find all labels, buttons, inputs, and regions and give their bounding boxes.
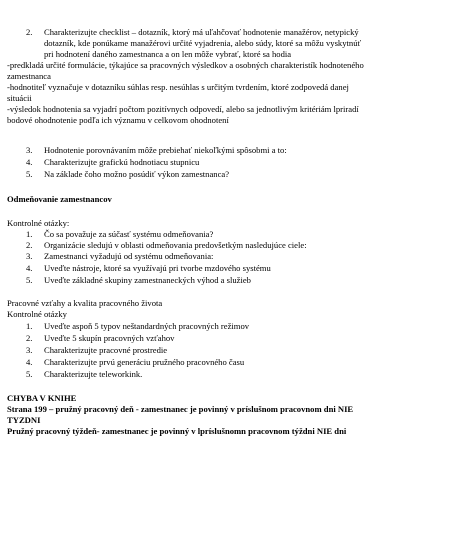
- list-b-item-text: Čo sa považuje za súčasť systému odmeňovania?: [44, 229, 214, 239]
- item-2-text-line-3: pri hodnotení daného zamestnanca a on len môže vybrať, ktoré sa hodia: [44, 49, 292, 59]
- errata-line-3: Pružný pracovný týždeň- zamestnanec je povinný v lpríslušnomn pracovnom týždni NIE dni: [7, 426, 347, 436]
- list-b-item-text: Uveďte nástroje, ktoré sa využívajú pri tvorbe mzdového systému: [44, 263, 271, 273]
- list-b-item-number: 2.: [26, 240, 33, 250]
- errata-line-1: Strana 199 – pružný pracovný deň - zamestnanec je povinný v príslušnom pracovnom dni NIE: [7, 404, 354, 414]
- list-c-item-text: Uveďte 5 skupín pracovných vzťahov: [44, 333, 175, 343]
- list-c-item-number: 1.: [26, 321, 33, 331]
- list-c-item-text: Charakterizujte teleworkink.: [44, 369, 143, 379]
- list-a-item-number: 5.: [26, 169, 33, 179]
- list-b-item-text: Organizácie sledujú v oblasti odmeňovania predovšetkým nasledujúce ciele:: [44, 240, 307, 250]
- errata-line-2: TYZDNI: [7, 415, 41, 425]
- section-title: Odmeňovanie zamestnancov: [7, 194, 112, 204]
- item-2-text-line-1: Charakterizujte checklist – dotazník, ktorý má uľahčovať hodnotenie manažérov, netypický: [44, 27, 359, 37]
- list-c-item-number: 3.: [26, 345, 33, 355]
- bullet-3-line-2: bodové ohodnotenie podľa ich významu v celkovom ohodnotení: [7, 115, 229, 125]
- bullet-2-line-2: situácii: [7, 93, 32, 103]
- control-questions-label: Kontrolné otázky:: [7, 218, 70, 228]
- list-b-item-number: 5.: [26, 275, 33, 285]
- list-b-item-text: Uveďte základné skupiny zamestnaneckých výhod a služieb: [44, 275, 251, 285]
- list-c-item-number: 5.: [26, 369, 33, 379]
- list-b-item-number: 3.: [26, 251, 33, 261]
- list-b-item-text: Zamestnanci vyžadujú od systému odmeňovania:: [44, 251, 214, 261]
- item-2-text-line-2: dotazník, kde ponúkame manažérovi určité vyjadrenia, alebo súdy, ktoré sa môžu vyskytnúť: [44, 38, 362, 48]
- list-c-item-text: Charakterizujte prvú generáciu pružného pracovného času: [44, 357, 245, 367]
- list-c-item-number: 4.: [26, 357, 33, 367]
- bullet-2-line-1: -hodnotiteľ vyznačuje v dotazníku súhlas resp. nesúhlas s určitým tvrdením, ktoré zodpovedá danej: [7, 82, 349, 92]
- item-2-number: 2.: [26, 27, 33, 37]
- list-a-item-number: 3.: [26, 145, 33, 155]
- control-questions-label: Kontrolné otázky: [7, 309, 67, 319]
- list-c-item-text: Charakterizujte pracovné prostredie: [44, 345, 168, 355]
- list-b-item-number: 4.: [26, 263, 33, 273]
- bullet-1-line-2: zamestnanca: [7, 71, 51, 81]
- bullet-3-line-1: -výsledok hodnotenia sa vyjadrí počtom pozitívnych odpovedí, alebo sa jednotlivým kritériám lpriradí: [7, 104, 359, 114]
- list-c-item-text: Uveďte aspoň 5 typov neštandardných pracovných režimov: [44, 321, 250, 331]
- subsection-title: Pracovné vzťahy a kvalita pracovného života: [7, 298, 163, 308]
- list-a-item-text: Na základe čoho možno posúdiť výkon zamestnanca?: [44, 169, 230, 179]
- list-b-item-number: 1.: [26, 229, 33, 239]
- errata-heading: CHYBA V KNIHE: [7, 393, 77, 403]
- list-a-item-number: 4.: [26, 157, 33, 167]
- list-a-item-text: Hodnotenie porovnávaním môže prebiehať niekoľkými spôsobmi a to:: [44, 145, 287, 155]
- bullet-1-line-1: -predkladá určité formulácie, týkajúce sa pracovných výsledkov a osobných charakteristík hodnoteného: [7, 60, 364, 70]
- list-c-item-number: 2.: [26, 333, 33, 343]
- list-a-item-text: Charakterizujte grafickú hodnotiacu stupnicu: [44, 157, 200, 167]
